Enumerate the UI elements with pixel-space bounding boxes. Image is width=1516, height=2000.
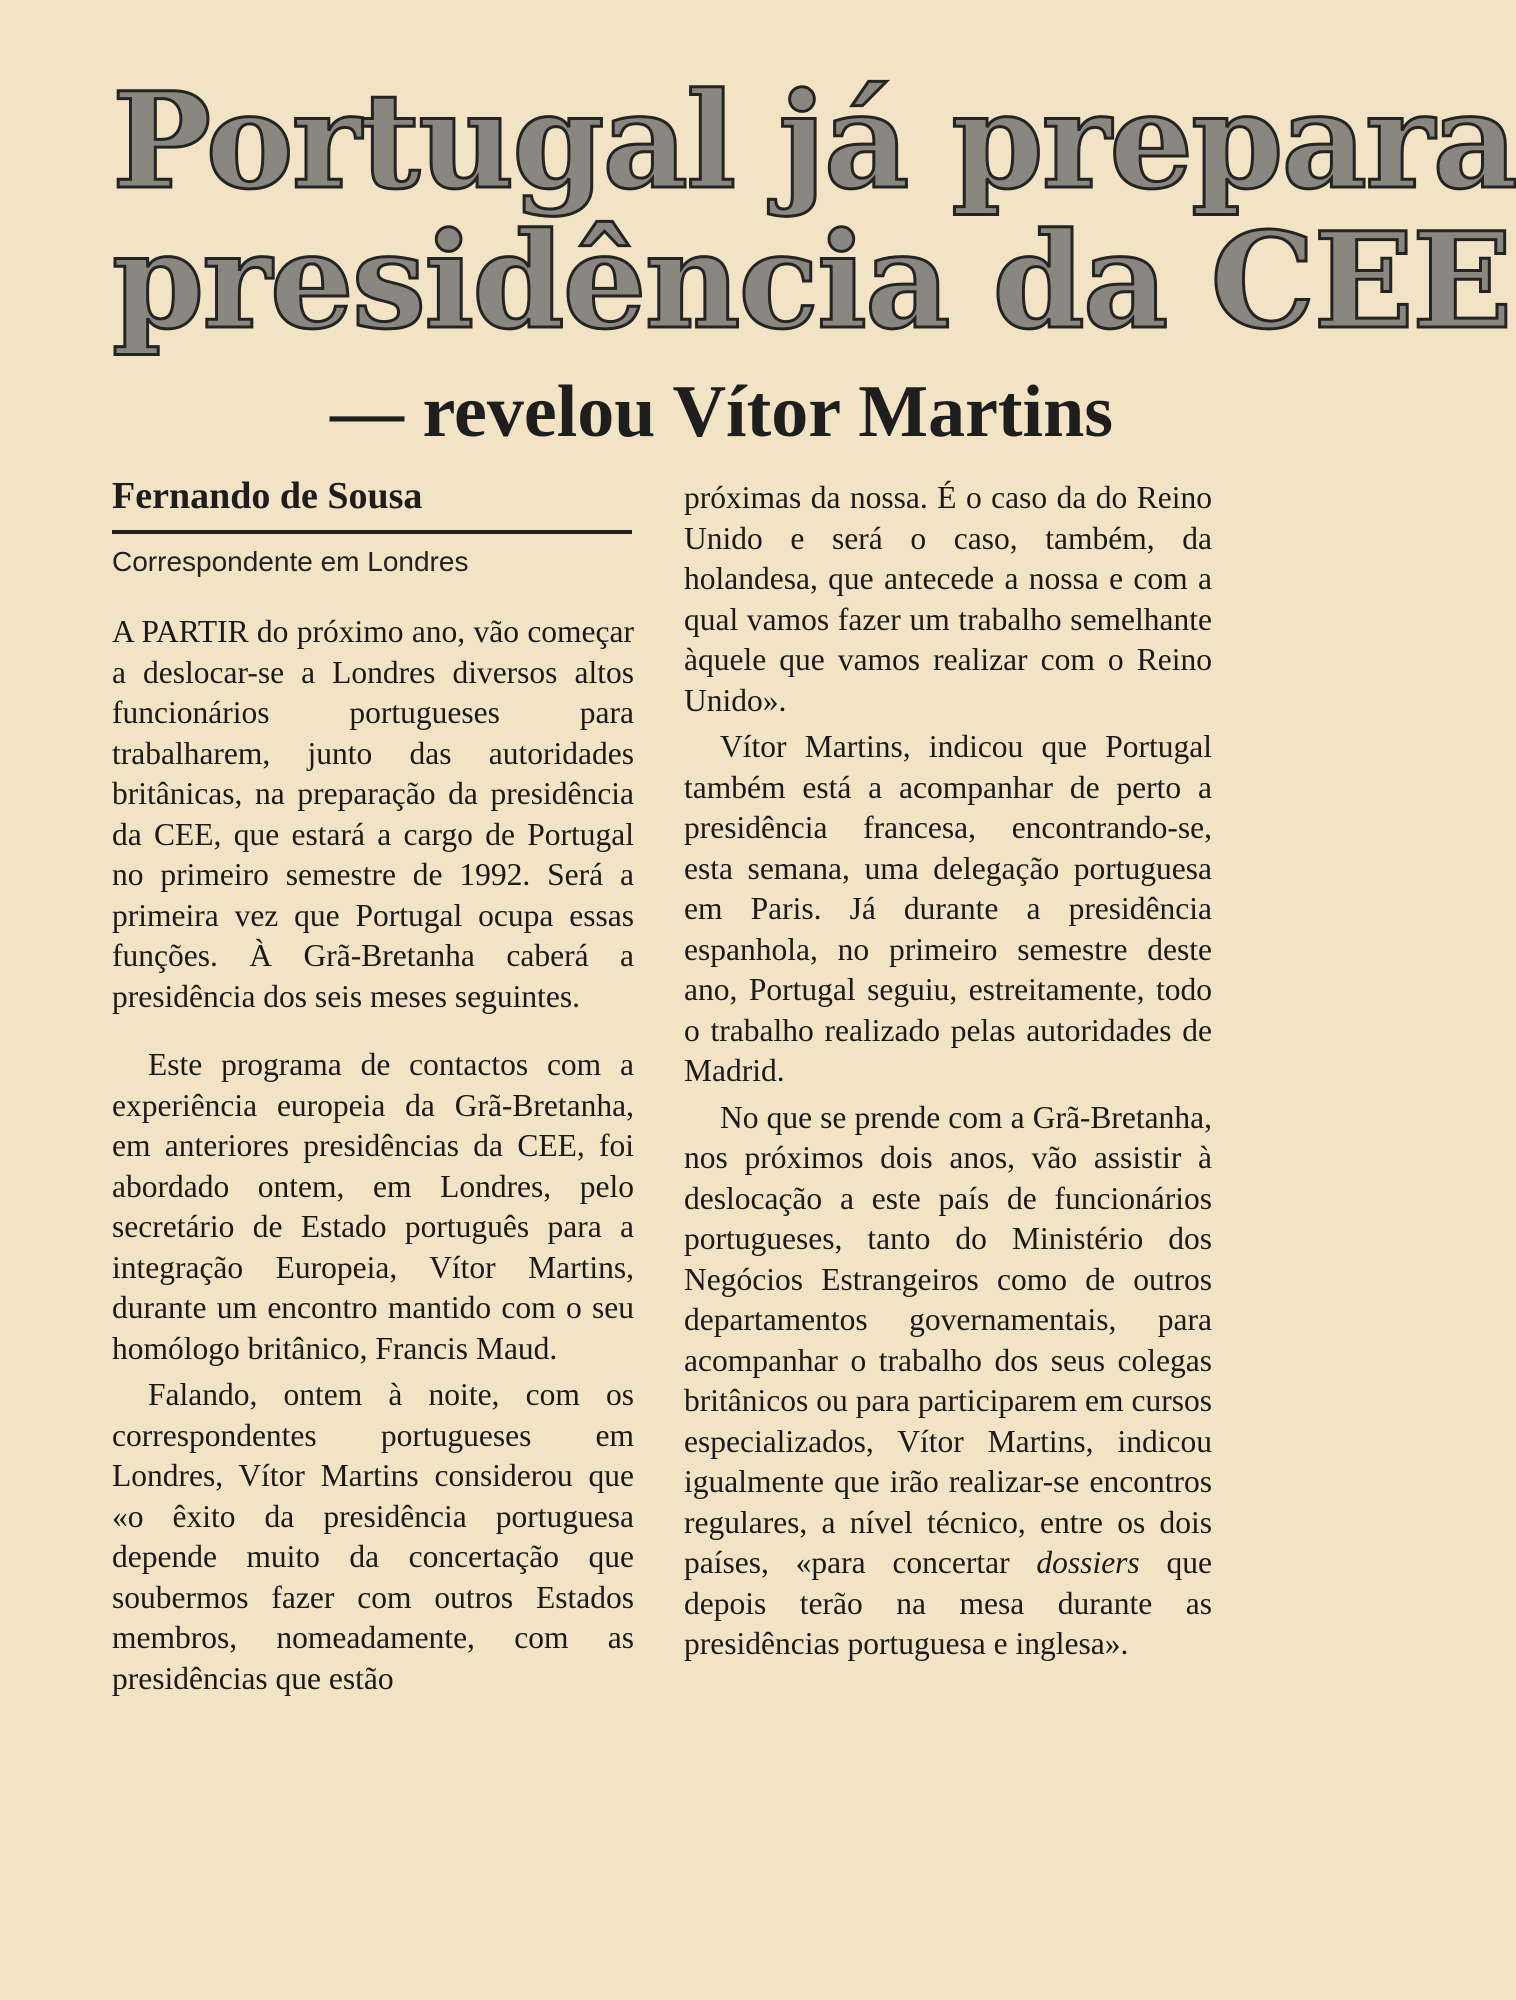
byline — [112, 472, 632, 582]
paragraph: Este programa de contactos com a experiência europeia da Grã-Bretanha, em anteriores presidências da CEE, foi abordado ontem, em Londres, pelo secretário de Estado português para a integração Europeia, Vítor Martins, durante um encontro mantido com o seu homólogo britânico, Francis Maud. — [112, 1047, 634, 1366]
article-column-right — [684, 478, 1212, 1665]
paragraph: Falando, ontem à noite, com os correspondentes portugueses em Londres, Vítor Martins considerou que «o êxito da presidência portuguesa depende muito da concertação que soubermos fazer com outros Estados membros, nomeadamente, com as presidências que estão — [112, 1377, 634, 1696]
paragraph: próximas da nossa. É o caso da do Reino Unido e será o caso, também, da holandesa, que antecede a nossa e com a qual vamos fazer um trabalho semelhante àquele que vamos realizar com o Reino Unido». — [684, 480, 1212, 718]
paragraph-text: que depois terão na mesa durante as presidências portuguesa e inglesa». — [684, 1545, 1213, 1661]
paragraph — [684, 1098, 1212, 1665]
paragraph: A PARTIR do próximo ano, vão começar a deslocar-se a Londres diversos altos funcionários portugueses para trabalharem, junto das autoridades britânicas, na preparação da presidência da CEE, que estará a cargo de Portugal no primeiro semestre de 1992. Será a primeira vez que Portugal ocupa essas funções. À Grã-Bretanha caberá a presidência dos seis meses seguintes. — [112, 614, 634, 1014]
paragraph: Vítor Martins, indicou que Portugal também está a acompanhar de perto a presidência francesa, encontrando-se, esta semana, uma delegação portuguesa em Paris. Já durante a presidência espanhola, no primeiro semestre deste ano, Portugal seguiu, estreitamente, todo o trabalho realizado pelas autoridades de Madrid. — [684, 729, 1212, 1088]
paragraph-text: No que se prende com a Grã-Bretanha, nos próximos dois anos, vão assistir à deslocação a este país de funcionários portugueses, tanto do Ministério dos Negócios Estrangeiros como de outros departamentos governamentais, para acompanhar o trabalho dos seus colegas britânicos ou para participarem em cursos especializados, Vítor Martins, indicou igualmente que irão realizar-se encontros regulares, a nível técnico, entre os dois países, «para concertar — [684, 1099, 1212, 1580]
article-column-left — [112, 612, 634, 1699]
byline-role: Correspondente em Londres — [112, 546, 469, 577]
headline — [112, 64, 1516, 359]
byline-divider — [112, 530, 632, 534]
headline-line-2: presidência da CEE — [112, 204, 1511, 359]
subheadline: — revelou Vítor Martins — [330, 371, 1114, 453]
byline-author: Fernando de Sousa — [112, 475, 423, 517]
italic-term: dossiers — [1036, 1545, 1140, 1580]
headline-line-1: Portugal já prepara — [112, 64, 1516, 219]
